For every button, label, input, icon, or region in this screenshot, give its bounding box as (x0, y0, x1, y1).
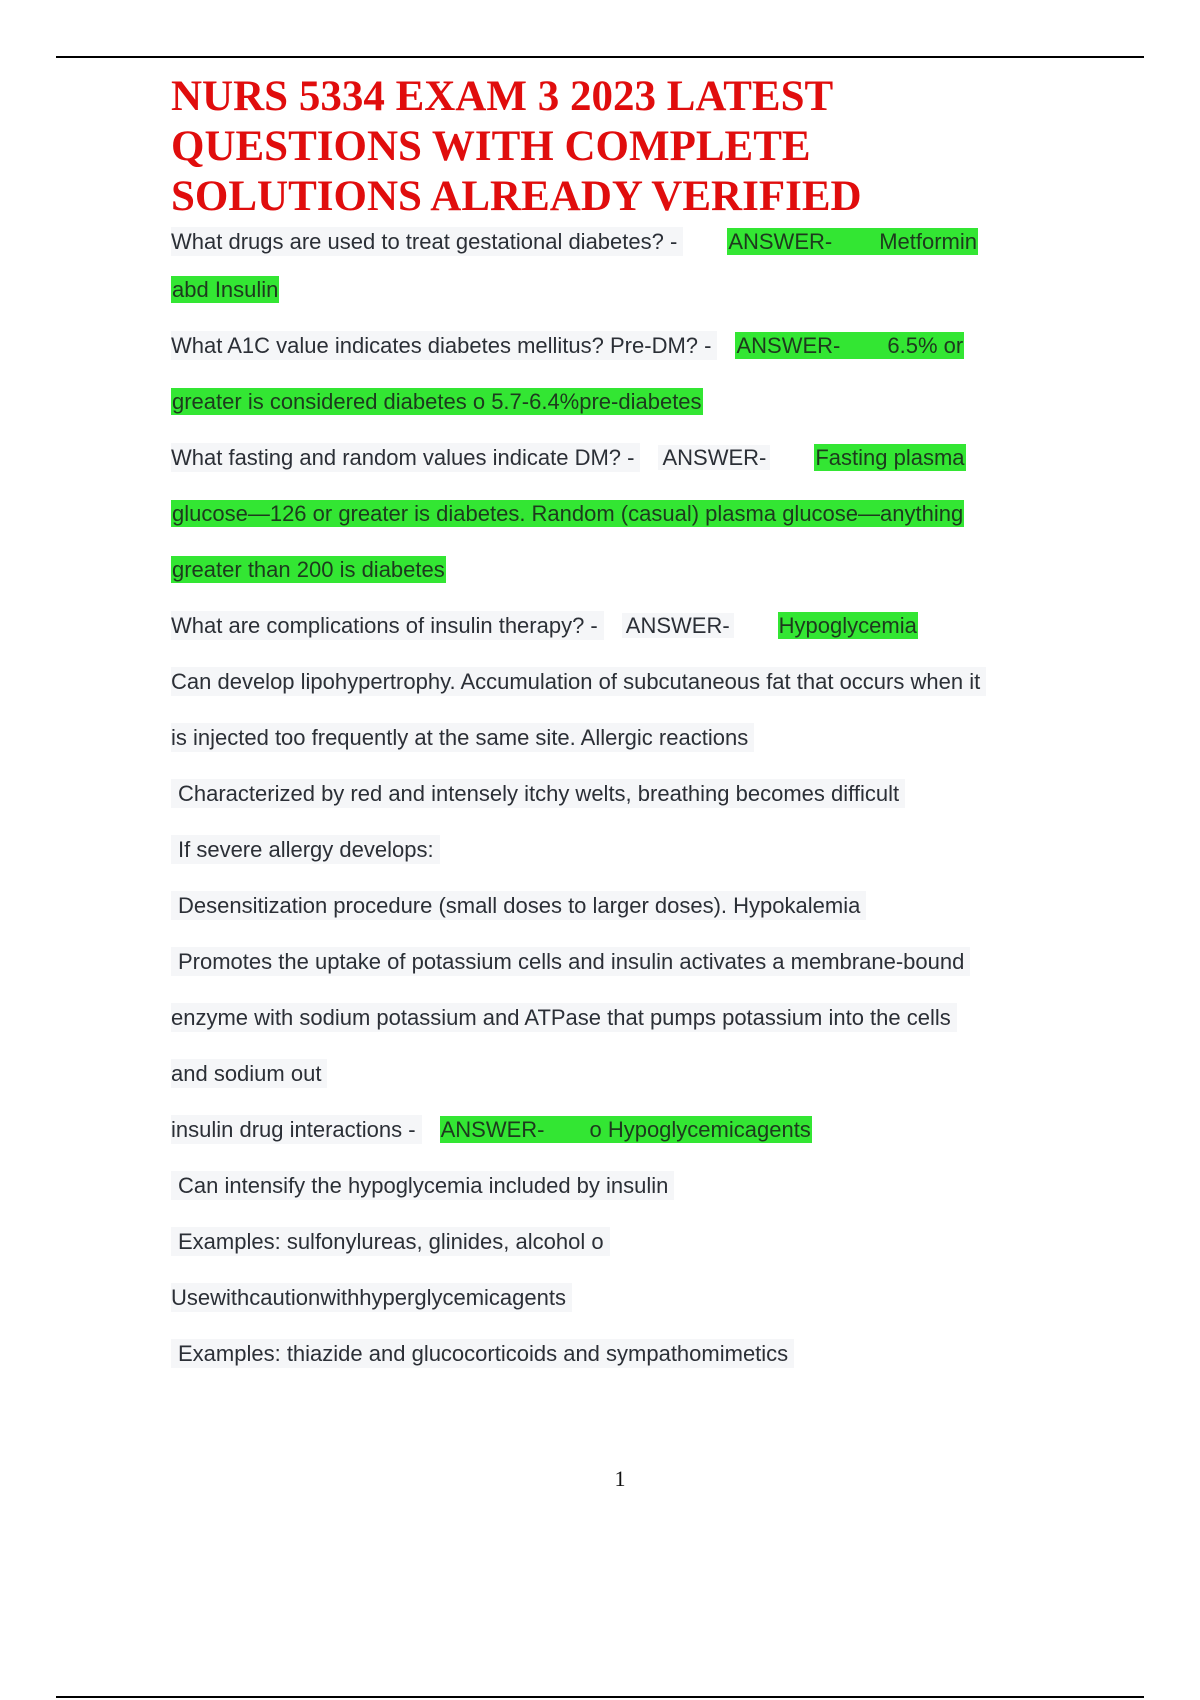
qa-3-line-2 (171, 486, 1071, 542)
interactions-line (171, 1102, 1071, 1158)
interactions-note-line (171, 1214, 1071, 1270)
qa-3-answer-label: ANSWER- (658, 445, 770, 470)
note-line (171, 766, 1071, 822)
qa-4-line-1 (171, 598, 1071, 654)
title-line-3: SOLUTIONS ALREADY VERIFIED (171, 173, 862, 220)
note-line (171, 1046, 1071, 1102)
note-line (171, 822, 1071, 878)
qa-1-line-1 (171, 222, 1071, 262)
note-text: Desensitization procedure (small doses to larger doses). Hypokalemia (171, 891, 866, 920)
interactions-question: insulin drug interactions - (171, 1115, 422, 1144)
document-body (171, 222, 1071, 1382)
document-content (171, 72, 1071, 1382)
interactions-note: Examples: sulfonylureas, glinides, alcohol o (171, 1227, 610, 1256)
note-line (171, 878, 1071, 934)
interactions-note: Usewithcautionwithhyperglycemicagents (171, 1283, 572, 1312)
interactions-note-line (171, 1326, 1071, 1382)
document-title (171, 72, 1071, 222)
qa-3-answer-text-cont-2: greater than 200 is diabetes (172, 557, 445, 582)
qa-4-answer-text: Hypoglycemia (778, 613, 917, 638)
note-line (171, 710, 1071, 766)
note-line (171, 654, 1071, 710)
qa-4-answer-label: ANSWER- (622, 613, 734, 638)
top-rule (56, 56, 1144, 58)
interactions-note-line (171, 1158, 1071, 1214)
note-line (171, 934, 1071, 990)
qa-2-answer-text: 6.5% or (841, 332, 964, 359)
interactions-note: Examples: thiazide and glucocorticoids and sympathomimetics (171, 1339, 794, 1368)
qa-1-answer-label: ANSWER- (728, 229, 833, 254)
qa-3-line-3 (171, 542, 1071, 598)
qa-2-line-2 (171, 374, 1071, 430)
qa-1-line-2 (171, 262, 1071, 318)
qa-3-answer-text-cont: glucose—126 or greater is diabetes. Random (casual) plasma glucose—anything (172, 501, 964, 526)
title-line-1: NURS 5334 EXAM 3 2023 LATEST (171, 73, 834, 120)
qa-2-answer-label: ANSWER- (736, 333, 841, 358)
note-text: Can develop lipohypertrophy. Accumulation of subcutaneous fat that occurs when it (171, 667, 986, 696)
qa-3-answer-text: Fasting plasma (815, 445, 965, 470)
note-text: is injected too frequently at the same site. Allergic reactions (171, 723, 754, 752)
qa-2-line-1 (171, 318, 1071, 374)
interactions-answer-label: ANSWER- (440, 1117, 545, 1142)
qa-3-question: What fasting and random values indicate DM? - (171, 443, 640, 472)
title-line-2: QUESTIONS WITH COMPLETE (171, 123, 811, 170)
qa-2-answer-text-cont: greater is considered diabetes o 5.7-6.4%pre-diabetes (172, 389, 702, 414)
note-text: If severe allergy develops: (171, 835, 440, 864)
qa-2-question: What A1C value indicates diabetes mellitus? Pre-DM? - (171, 331, 717, 360)
note-line (171, 990, 1071, 1046)
qa-1-answer-text-cont: abd Insulin (172, 277, 279, 302)
interactions-note: Can intensify the hypoglycemia included by insulin (171, 1171, 674, 1200)
note-text: Promotes the uptake of potassium cells and insulin activates a membrane-bound (171, 947, 970, 976)
qa-1-question: What drugs are used to treat gestational diabetes? - (171, 227, 683, 256)
qa-1-answer-text: Metformin (833, 228, 978, 255)
page-number: 1 (614, 1466, 626, 1491)
qa-3-line-1 (171, 430, 1071, 486)
note-text: Characterized by red and intensely itchy welts, breathing becomes difficult (171, 779, 905, 808)
qa-4-question: What are complications of insulin therapy? - (171, 611, 604, 640)
note-text: enzyme with sodium potassium and ATPase that pumps potassium into the cells (171, 1003, 957, 1032)
interactions-answer-text: o Hypoglycemicagents (545, 1116, 811, 1143)
bottom-rule (56, 1696, 1144, 1698)
note-text: and sodium out (171, 1059, 327, 1088)
interactions-note-line (171, 1270, 1071, 1326)
